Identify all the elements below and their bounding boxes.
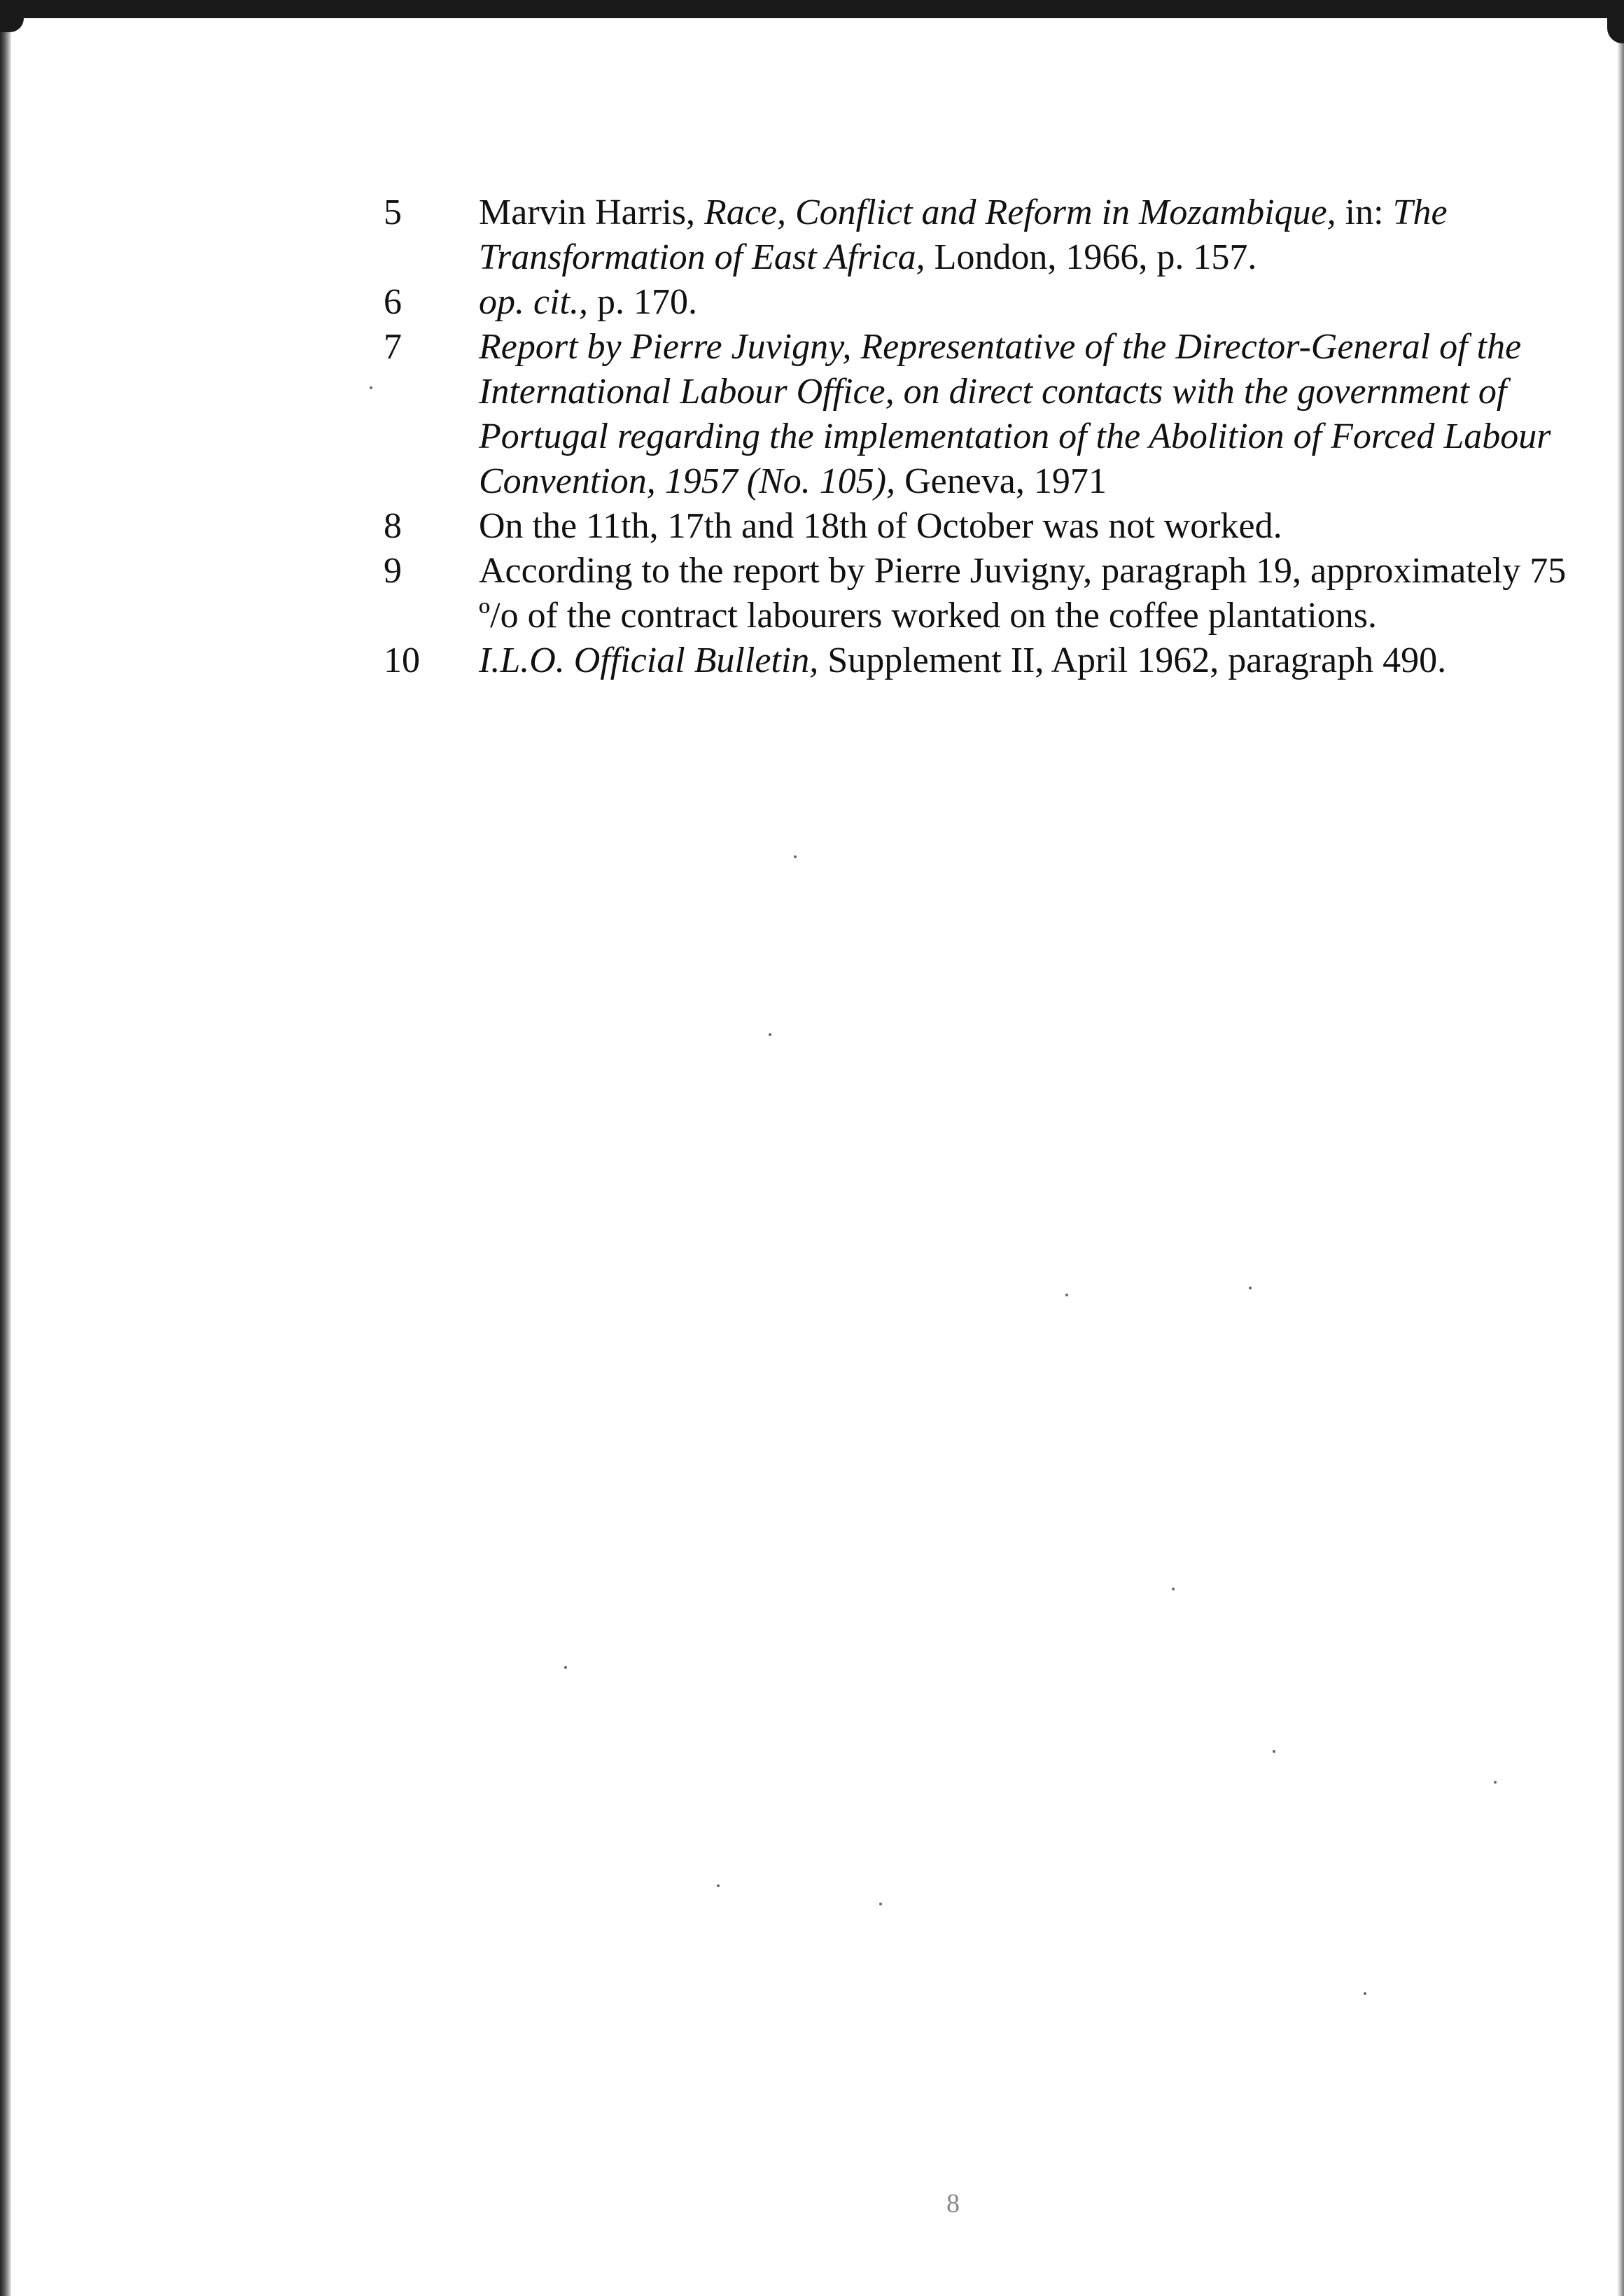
scan-speck	[564, 1666, 567, 1669]
scan-speck	[717, 1884, 720, 1887]
footnote-8	[384, 504, 1602, 549]
footnote-7	[384, 325, 1602, 504]
scan-speck	[1494, 1781, 1497, 1784]
scan-right-edge	[1617, 0, 1624, 2296]
footnote-text	[479, 549, 1602, 638]
scan-speck	[1364, 1992, 1366, 1995]
scan-speck	[1172, 1588, 1175, 1590]
footnote-title: I.L.O. Official Bulletin,	[479, 640, 819, 680]
page-number: 8	[946, 2189, 960, 2218]
footnote-segment: p. 170.	[587, 282, 697, 322]
scan-speck	[879, 1903, 882, 1905]
footnote-number: 9	[384, 551, 402, 591]
scan-speck	[370, 386, 372, 389]
scan-speck	[794, 855, 797, 858]
footnote-number: 5	[384, 192, 402, 232]
footnote-number: 6	[384, 282, 402, 322]
footnote-segment: in:	[1336, 192, 1393, 232]
footnote-text	[479, 325, 1602, 504]
footnote-10	[384, 638, 1602, 683]
footnotes-list	[384, 190, 1602, 683]
footnote-title: Race, Conflict and Reform in Mozambique,	[704, 192, 1336, 232]
scan-speck	[1249, 1287, 1252, 1289]
scan-top-left-corner	[0, 18, 24, 32]
scan-speck	[1273, 1750, 1275, 1753]
footnote-number: 8	[384, 506, 402, 546]
footnote-5	[384, 190, 1602, 280]
footnote-title: Report by Pierre Juvigny, Representative of the Director-General of the International Labour Office, on direct contacts with the government of Portugal regarding the implementation of the Abolition of Forced Labour Convention, 1957 (No. 105),	[479, 327, 1551, 501]
footnote-segment: According to the report by Pierre Juvigny, paragraph 19, approximately 75 º/o of the contract labourers worked on the coffee plantations.	[479, 551, 1567, 636]
scan-speck	[769, 1033, 771, 1036]
footnote-title: op. cit.,	[479, 282, 588, 322]
footnote-title: The Transformation of East Africa,	[479, 192, 1448, 277]
footnote-text	[479, 504, 1602, 549]
scan-top-edge	[0, 0, 1624, 18]
footnote-segment: On the 11th, 17th and 18th of October was not worked.	[479, 506, 1282, 546]
footnote-9	[384, 549, 1602, 638]
scan-top-right-corner	[1607, 18, 1624, 43]
scan-speck	[1065, 1294, 1068, 1296]
footnote-text	[479, 638, 1602, 683]
scan-left-edge	[0, 0, 11, 2296]
footnote-segment: Geneva, 1971	[895, 461, 1107, 501]
footnote-segment: Marvin Harris,	[479, 192, 705, 232]
footnote-number: 7	[384, 327, 402, 367]
footnote-number: 10	[384, 640, 420, 680]
footnote-text	[479, 280, 1602, 325]
footnote-segment: Supplement II, April 1962, paragraph 490.	[818, 640, 1447, 680]
footnote-text	[479, 190, 1602, 280]
footnote-segment: London, 1966, p. 157.	[925, 237, 1257, 277]
footnote-6	[384, 280, 1602, 325]
